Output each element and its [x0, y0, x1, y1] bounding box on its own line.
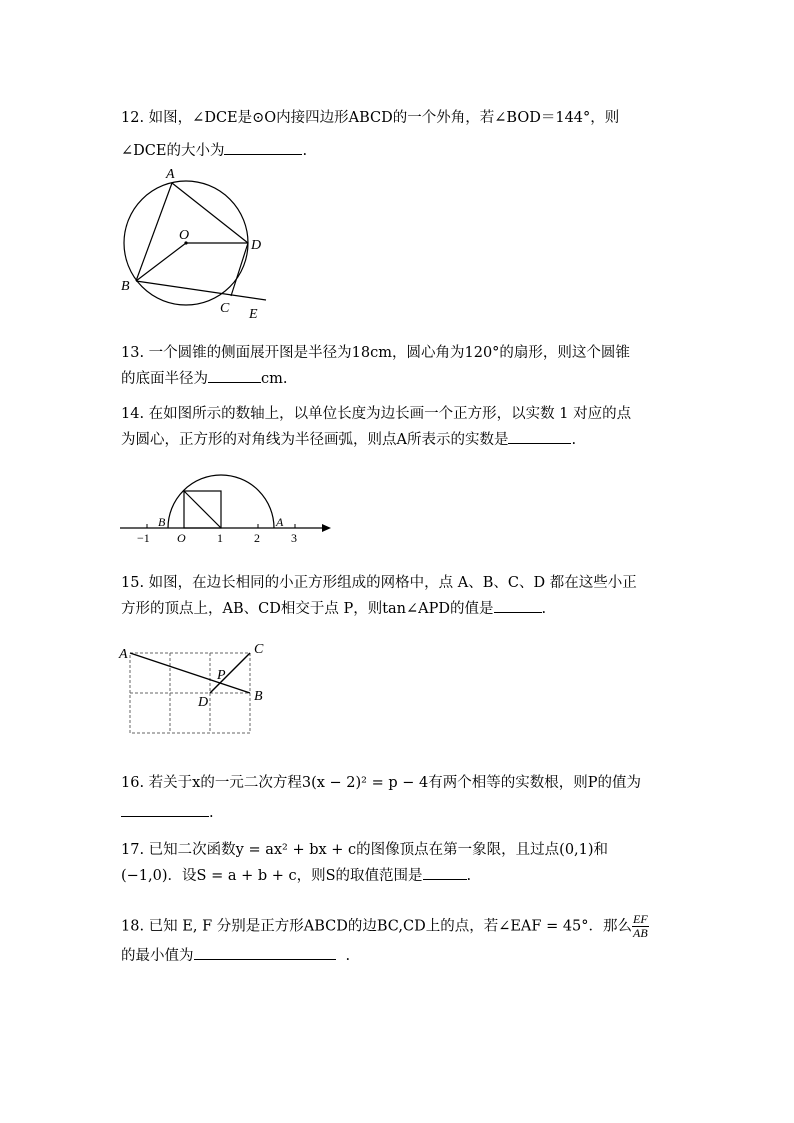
- label-d: D: [251, 238, 262, 253]
- fraction-numerator: EF: [633, 912, 648, 926]
- q13-line1: 13. 一个圆锥的侧面展开图是半径为18cm，圆心角为120°的扇形，则这个圆锥: [121, 345, 630, 361]
- label-a: A: [276, 515, 284, 529]
- q18-line1: [121, 913, 649, 940]
- q17-end: .: [466, 868, 472, 884]
- tick-label-1: 1: [217, 531, 223, 545]
- q18-end: .: [345, 948, 351, 964]
- label-c: C: [254, 642, 264, 657]
- segment-ab: [130, 653, 250, 693]
- label-b: B: [158, 515, 166, 529]
- label-a: A: [119, 647, 128, 662]
- fraction-denominator: AB: [633, 926, 648, 940]
- q17-line1: 17. 已知二次函数y = ax² + bx + c的图像顶点在第一象限，且过点(0,1)和: [121, 842, 609, 858]
- tick-label-minus1: −1: [137, 531, 150, 545]
- q18-line2: [121, 943, 350, 968]
- q16-answer-blank: [121, 800, 209, 817]
- q17-line2-text: (−1,0)．设S = a + b + c，则S的取值范围是: [121, 868, 423, 884]
- q13-line2-text: 的底面半径为: [121, 371, 208, 387]
- q14-line2-text: 为圆心，正方形的对角线为半径画弧，则点A所表示的实数是: [121, 432, 509, 448]
- label-b: B: [121, 279, 130, 294]
- q16-line1: 16. 若关于x的一元二次方程3(x − 2)² = p − 4有两个相等的实数根，则P的值为: [121, 775, 641, 791]
- q18-line1-text: 18. 已知 E, F 分别是正方形ABCD的边BC,CD上的点，若∠EAF = 45°．那么: [121, 918, 633, 935]
- label-a: A: [166, 167, 175, 182]
- label-b: B: [254, 689, 263, 704]
- q16-end: .: [209, 805, 214, 821]
- q12-line2-text: ∠DCE的大小为: [121, 143, 225, 159]
- q15-line2-text: 方形的顶点上，AB、CD相交于点 P，则tan∠APD的值是: [121, 601, 494, 617]
- q14-line1: 14. 在如图所示的数轴上，以单位长度为边长画一个正方形，以实数 1 对应的点: [121, 406, 632, 422]
- q12-end: .: [302, 143, 308, 159]
- tick-label-2: 2: [254, 531, 260, 545]
- label-d: D: [198, 695, 209, 710]
- tick-label-o: O: [177, 531, 186, 545]
- q18-fraction: [632, 913, 649, 940]
- q16-line2: [121, 800, 214, 825]
- q18-line2-text: 的最小值为: [121, 948, 194, 964]
- q13-end: cm.: [261, 371, 288, 387]
- q12-line1: 12. 如图，∠DCE是⊙O内接四边形ABCD的一个外角，若∠BOD＝144°，则: [121, 110, 620, 126]
- label-c: C: [220, 301, 230, 316]
- label-o: O: [179, 228, 190, 243]
- label-e: E: [249, 307, 258, 322]
- tick-label-3: 3: [291, 531, 297, 545]
- q15-line1: 15. 如图，在边长相同的小正方形组成的网格中，点 A、B、C、D 都在这些小正: [121, 575, 637, 591]
- q18-answer-blank: [194, 943, 336, 960]
- q14-end: .: [571, 432, 577, 448]
- q15-end: .: [541, 601, 547, 617]
- q17-answer-blank: [423, 863, 467, 880]
- label-p: P: [217, 668, 226, 683]
- q17-line2: [121, 863, 471, 888]
